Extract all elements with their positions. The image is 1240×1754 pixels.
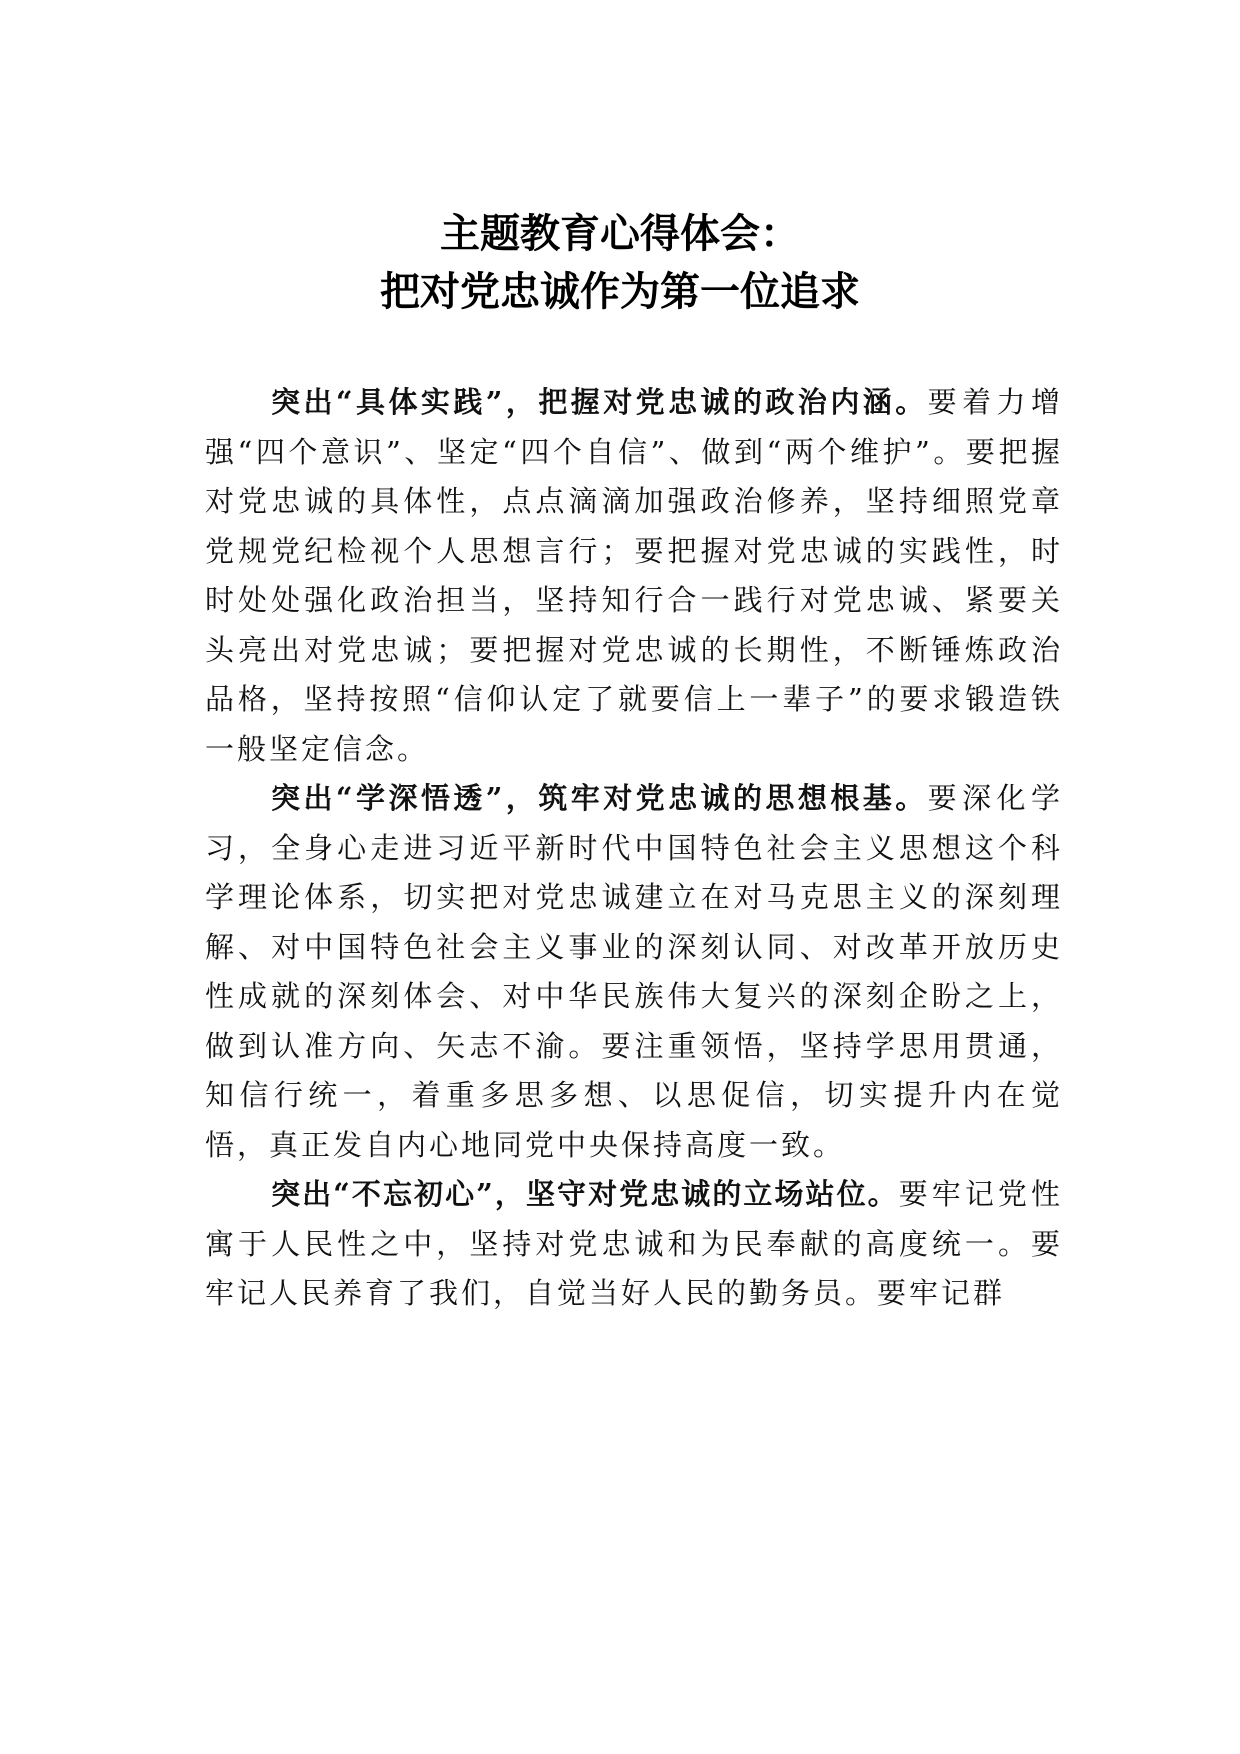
- paragraph-text: 要牢记党性寓于人民性之中，坚持对党忠诚和为民奉献的高度统一。要牢记人民养育了我们，自觉当好人民的勤务员。要牢记群: [205, 1177, 1063, 1310]
- paragraph-lead: 突出“不忘初心”，坚守对党忠诚的立场站位。: [271, 1177, 899, 1211]
- title-line-2: 把对党忠诚作为第一位追求: [380, 269, 860, 315]
- title-line-1: 主题教育心得体会：: [440, 211, 800, 257]
- paragraph-lead: 突出“具体实践”，把握对党忠诚的政治内涵。: [271, 385, 928, 419]
- paragraph-lead: 突出“学深悟透”，筑牢对党忠诚的思想根基。: [271, 781, 928, 815]
- paragraph-1: [205, 378, 1063, 774]
- paragraph-2: [205, 774, 1063, 1170]
- paragraph-text: 要深化学习，全身心走进习近平新时代中国特色社会主义思想这个科学理论体系，切实把对党忠诚建立在对马克思主义的深刻理解、对中国特色社会主义事业的深刻认同、对改革开放历史性成就的深刻体会、对中华民族伟大复兴的深刻企盼之上，做到认准方向、矢志不渝。要注重领悟，坚持学思用贯通，知信行统一，着重多思多想、以思促信，切实提升内在觉悟，真正发自内心地同党中央保持高度一致。: [205, 781, 1063, 1162]
- paragraph-3: [205, 1170, 1063, 1319]
- document-title: [0, 205, 1240, 321]
- paragraph-text: 要着力增强“四个意识”、坚定“四个自信”、做到“两个维护”。要把握对党忠诚的具体性，点点滴滴加强政治修养，坚持细照党章党规党纪检视个人思想言行；要把握对党忠诚的实践性，时时处处强化政治担当，坚持知行合一践行对党忠诚、紧要关头亮出对党忠诚；要把握对党忠诚的长期性，不断锤炼政治品格，坚持按照“信仰认定了就要信上一辈子”的要求锻造铁一般坚定信念。: [205, 385, 1063, 766]
- document-body: [205, 378, 1063, 1319]
